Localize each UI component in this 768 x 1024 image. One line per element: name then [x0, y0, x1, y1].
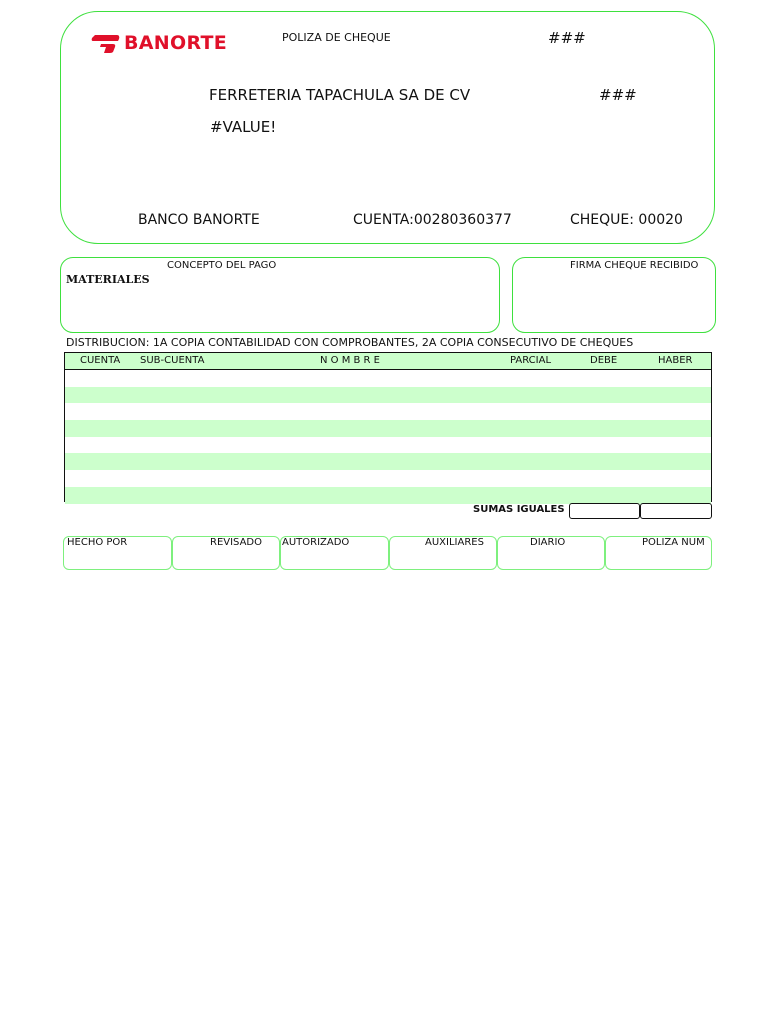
- table-row: [65, 437, 711, 454]
- concept-label: CONCEPTO DEL PAGO: [167, 260, 277, 271]
- column-header-subcuenta: SUB-CUENTA: [140, 355, 205, 366]
- table-row: [65, 370, 711, 387]
- autorizado-box: [280, 536, 389, 570]
- amount-in-words: #VALUE!: [210, 118, 277, 136]
- table-row: [65, 453, 711, 470]
- check-number: CHEQUE: 00020: [570, 212, 683, 228]
- table-row: [65, 470, 711, 487]
- account-number: CUENTA:00280360377: [353, 212, 512, 228]
- payee-name: FERRETERIA TAPACHULA SA DE CV: [209, 86, 471, 104]
- column-header-cuenta: CUENTA: [80, 355, 121, 366]
- table-row: [65, 403, 711, 420]
- concept-value: MATERIALES: [66, 273, 150, 286]
- hecho-por-box: [63, 536, 172, 570]
- date-value: ###: [548, 29, 586, 47]
- concept-box: [60, 257, 500, 333]
- signature-label: FIRMA CHEQUE RECIBIDO: [570, 260, 699, 271]
- diario-label: DIARIO: [530, 537, 566, 548]
- auxiliares-label: AUXILIARES: [425, 537, 484, 548]
- table-body: [65, 370, 711, 504]
- total-haber-box: [640, 503, 712, 519]
- table-row: [65, 420, 711, 437]
- totals-label: SUMAS IGUALES: [473, 504, 565, 515]
- poliza-num-box: [605, 536, 712, 570]
- banorte-logo-icon: [91, 33, 121, 53]
- column-header-parcial: PARCIAL: [510, 355, 552, 366]
- diario-box: [497, 536, 605, 570]
- revisado-label: REVISADO: [210, 537, 263, 548]
- auxiliares-box: [389, 536, 497, 570]
- total-debe-box: [569, 503, 640, 519]
- autorizado-label: AUTORIZADO: [282, 537, 350, 548]
- accounting-table: [64, 352, 712, 502]
- table-header: [65, 353, 711, 370]
- form-title: POLIZA DE CHEQUE: [282, 31, 391, 44]
- amount-value: ###: [599, 86, 637, 104]
- table-row: [65, 487, 711, 504]
- column-header-nombre: N O M B R E: [320, 355, 380, 366]
- table-row: [65, 387, 711, 404]
- column-header-debe: DEBE: [590, 355, 618, 366]
- column-header-haber: HABER: [658, 355, 693, 366]
- hecho-por-label: HECHO POR: [67, 537, 128, 548]
- poliza-num-label: POLIZA NUM: [642, 537, 705, 548]
- bank-name: BANCO BANORTE: [138, 212, 260, 228]
- banorte-logo: [91, 31, 241, 55]
- banorte-logo-text: BANORTE: [124, 32, 228, 54]
- distribution-note: DISTRIBUCION: 1A COPIA CONTABILIDAD CON COMPROBANTES, 2A COPIA CONSECUTIVO DE CHEQUES: [66, 336, 634, 349]
- revisado-box: [172, 536, 280, 570]
